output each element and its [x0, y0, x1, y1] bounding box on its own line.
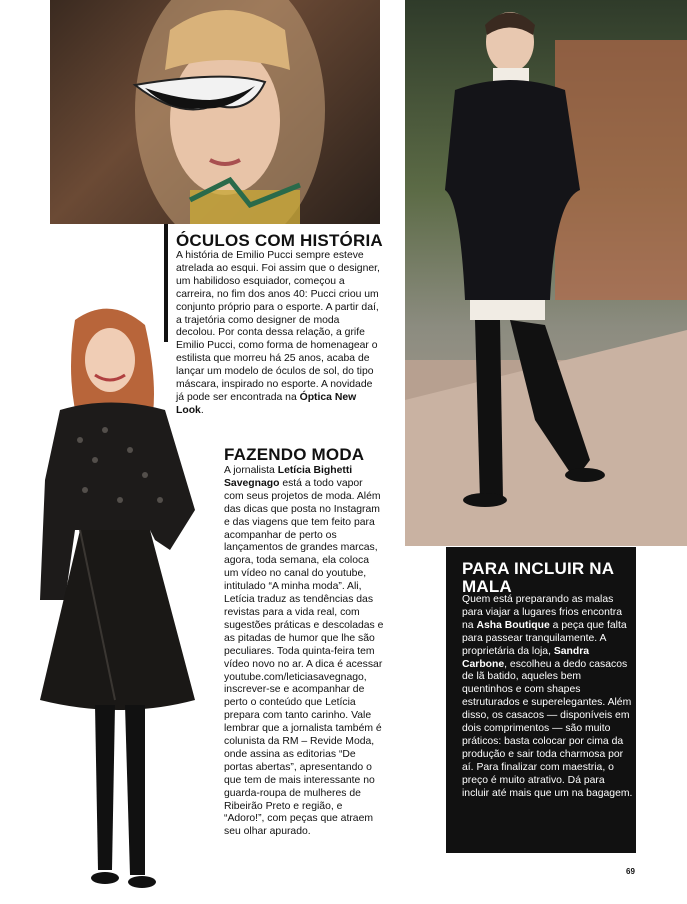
fazendo-body-text-1: A jornalista	[224, 465, 278, 476]
oculos-body-text-1: A história de Emilio Pucci sempre esteve atrelada ao esqui. Foi assim que o designer, um habilidoso esquiador, começou a carreira, no fim dos anos 40: Pucci criou um conjunto próprio para o esporte. A partir daí, a trajetória como designer de moda decolou. Por conta dessa relação, a grife Emilio Pucci, como forma de homenagear o estilista que morreu há 25 anos, acaba de lançar um modelo de óculos de sol, do tipo máscara, inspirado no esporte. A novidade já pode ser encontrada na	[176, 250, 380, 403]
mala-body-text-1: Quem está preparando as malas para viajar a lugares frios encontra na	[462, 594, 622, 631]
mala-title: PARA INCLUIR NA MALA	[462, 559, 614, 596]
fazendo-journalist-name: Letícia Bighetti Savegnago	[224, 465, 353, 489]
page-number: 69	[626, 867, 635, 876]
mala-body-text-3: , escolheu a dedo casacos de lã batido, aqueles bem quentinhos e com shapes estruturados e superelegantes. Além disso, os casacos — disponíveis em dois comprimentos — são muito práticos: basta colocar por cima da produção e sair toda charmosa por aí. Para finalizar com maestria, o preço é muito atrativo. Dá para incluir até mais que um na bagagem.	[462, 658, 633, 799]
oculos-body	[176, 250, 381, 418]
coat-photo-art	[405, 0, 687, 546]
fazendo-body	[224, 465, 384, 839]
mala-store-name: Asha Boutique	[476, 619, 550, 631]
oculos-title: ÓCULOS COM HISTÓRIA	[176, 231, 383, 250]
oculos-body-text-2: .	[200, 404, 204, 416]
mala-owner-name: Sandra Carbone	[462, 645, 590, 670]
mala-body-text-2: a peça que falta para passear tranquilamente. A proprietária da loja,	[462, 619, 627, 657]
coat-photo	[405, 0, 687, 546]
sunglasses-photo-art	[50, 0, 380, 224]
mala-body	[462, 594, 634, 801]
oculos-accent-bar	[164, 224, 168, 342]
fazendo-title: FAZENDO MODA	[224, 445, 365, 464]
oculos-store-name: Óptica New Look	[176, 391, 357, 416]
fazendo-body-text-2: está a todo vapor com seus projetos de moda. Além das dicas que posta no Instagram e das viagens que tem feito para acompanhar de perto os lançamentos de grandes marcas, agora, toda semana, ela coloca um vídeo no canal do youtube, intitulado “A minha moda”. Ali, Letícia traduz as tendências das revistas para a vida real, com sugestões práticas e descoladas e as pitadas de humor que lhe são peculiares. Toda quinta-feira tem vídeo novo no ar. A dica é acessar youtube.com/leticiasavegnago, inscrever-se e acompanhar de perto o conteúdo que Letícia prepara com tanto carinho. Vale lembrar que a jornalista também é colunista da RM – Revide Moda, onde assina as editorias “De portas abertas”, apresentando o que tem de mais interessante no guarda-roupa de mulheres de Ribeirão Preto e região, e “Adoro!”, com peças que atraem seu olhar apurado.	[224, 477, 384, 838]
sunglasses-photo	[50, 0, 380, 224]
